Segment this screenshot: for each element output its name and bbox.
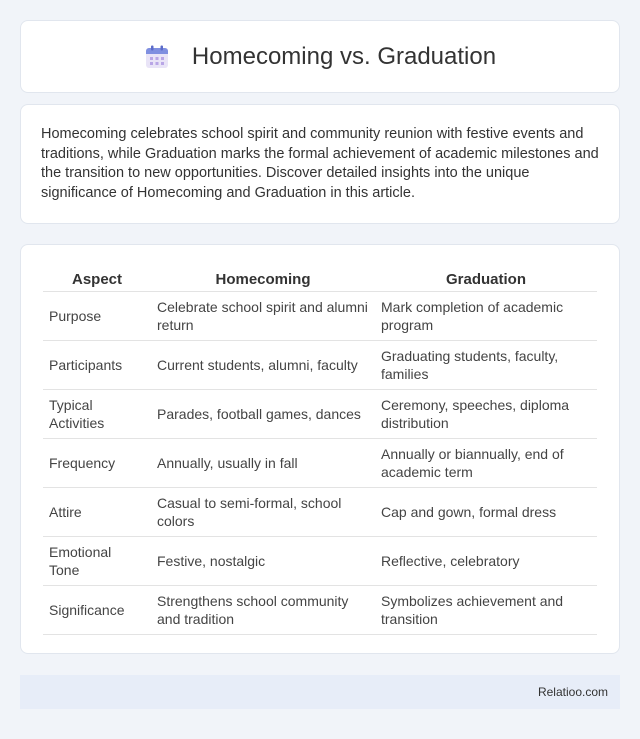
cell-homecoming: Strengthens school community and tradition xyxy=(151,585,375,634)
cell-aspect: Participants xyxy=(43,340,151,389)
table-row xyxy=(43,389,597,438)
header-graduation: Graduation xyxy=(375,265,597,291)
cell-aspect: Attire xyxy=(43,487,151,536)
table-row xyxy=(43,438,597,487)
cell-homecoming: Current students, alumni, faculty xyxy=(151,340,375,389)
cell-aspect: Purpose xyxy=(43,291,151,340)
comparison-table-card xyxy=(20,244,620,654)
title-card xyxy=(20,20,620,93)
footer-brand: Relatioo.com xyxy=(537,685,608,699)
cell-graduation: Symbolizes achievement and transition xyxy=(375,585,597,634)
cell-homecoming: Parades, football games, dances xyxy=(151,389,375,438)
intro-paragraph: Homecoming celebrates school spirit and community reunion with festive events and traditions, while Graduation marks the formal achievement of academic milestones and the transition to new opportunities. Discover detailed insights into the unique significance of Homecoming and Graduation in this article. xyxy=(41,126,599,201)
cell-homecoming: Annually, usually in fall xyxy=(151,438,375,487)
cell-homecoming: Celebrate school spirit and alumni return xyxy=(151,291,375,340)
comparison-table xyxy=(43,265,597,635)
calendar-icon xyxy=(144,44,170,70)
cell-graduation: Annually or biannually, end of academic term xyxy=(375,438,597,487)
cell-aspect: Frequency xyxy=(43,438,151,487)
page-title: Homecoming vs. Graduation xyxy=(191,42,497,70)
cell-graduation: Ceremony, speeches, diploma distribution xyxy=(375,389,597,438)
header-aspect: Aspect xyxy=(43,265,151,291)
cell-aspect: Typical Activities xyxy=(43,389,151,438)
cell-graduation: Cap and gown, formal dress xyxy=(375,487,597,536)
cell-graduation: Graduating students, faculty, families xyxy=(375,340,597,389)
cell-aspect: Significance xyxy=(43,585,151,634)
table-row xyxy=(43,291,597,340)
header-homecoming: Homecoming xyxy=(151,265,375,291)
cell-graduation: Mark completion of academic program xyxy=(375,291,597,340)
intro-card xyxy=(20,104,620,224)
table-row xyxy=(43,487,597,536)
table-row xyxy=(43,340,597,389)
table-row xyxy=(43,536,597,585)
table-header-row xyxy=(43,265,597,291)
footer xyxy=(20,675,620,709)
table-row xyxy=(43,585,597,634)
cell-homecoming: Festive, nostalgic xyxy=(151,536,375,585)
cell-homecoming: Casual to semi-formal, school colors xyxy=(151,487,375,536)
cell-aspect: Emotional Tone xyxy=(43,536,151,585)
cell-graduation: Reflective, celebratory xyxy=(375,536,597,585)
